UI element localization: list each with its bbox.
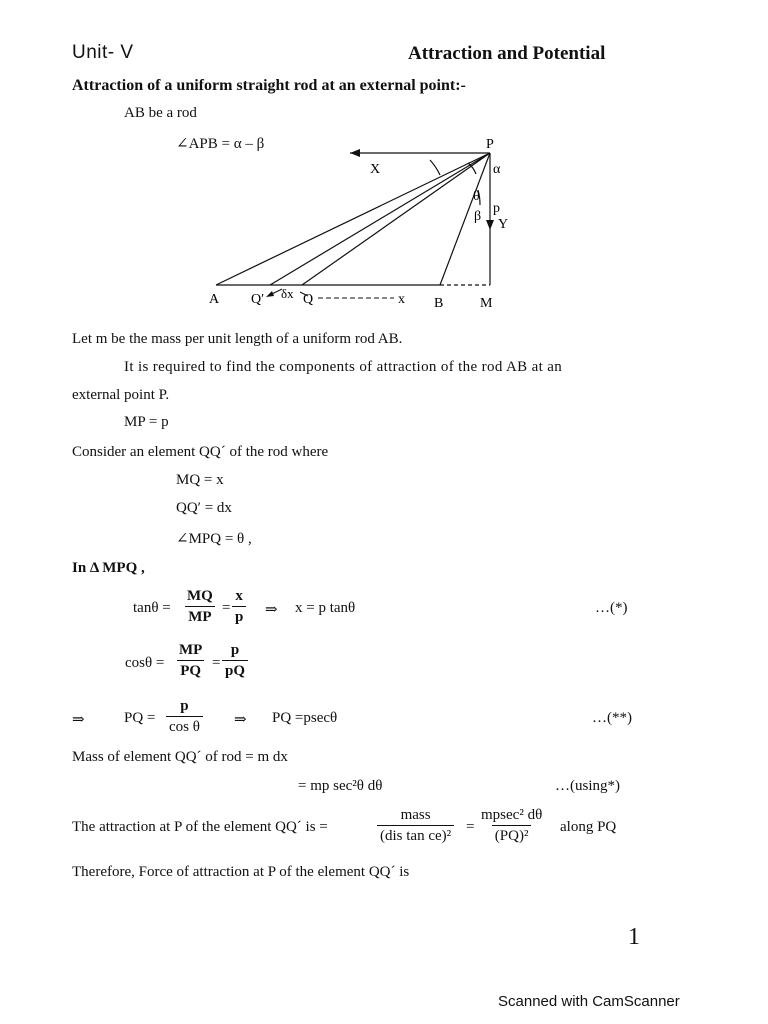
eq1-f1-den: MP — [185, 606, 214, 625]
eq2-fraction-2 — [222, 643, 248, 679]
mp-equation: MP = p — [124, 414, 169, 430]
pa-ray — [216, 153, 490, 285]
eq2-f2-den: pQ — [222, 660, 248, 679]
qq-equation: QQ′ = dx — [176, 500, 232, 516]
mass-tag: …(using*) — [555, 778, 620, 794]
eq3-f-num: p — [180, 698, 189, 714]
label-q-prime: Q′ — [251, 292, 265, 307]
eq1-equals: = — [222, 600, 231, 616]
eq3-f-den: cos θ — [166, 716, 203, 735]
y-arrowhead — [486, 220, 494, 230]
eq3-arrow-1: ⇒ — [72, 712, 85, 728]
therefore-text: Therefore, Force of attraction at P of the element QQ´ is — [72, 864, 410, 880]
eq2-f1-den: PQ — [177, 660, 204, 679]
label-m: M — [480, 296, 493, 311]
eq3-tag: …(**) — [592, 710, 632, 726]
eq1-tag: …(*) — [595, 600, 628, 616]
attraction-f2-num: mpsec² dθ — [481, 807, 543, 823]
theta-arc — [468, 163, 476, 174]
attraction-rhs: along PQ — [560, 819, 617, 835]
attraction-f1-den: (dis tan ce)² — [377, 825, 454, 844]
eq2-f1-num: MP — [179, 642, 203, 658]
angle-mpq: ∠MPQ = θ , — [176, 531, 252, 547]
label-q: Q — [303, 292, 314, 307]
angle-definition: ∠APB = α – β — [176, 136, 265, 152]
label-p-length: p — [493, 201, 500, 216]
attraction-fraction-2 — [478, 808, 545, 844]
label-a: A — [209, 292, 220, 307]
eq2-fraction-1 — [176, 643, 205, 679]
attraction-f1-num: mass — [400, 807, 431, 823]
consider-text: Consider an element QQ´ of the rod where — [72, 444, 329, 460]
alpha-arc — [430, 160, 440, 175]
attraction-fraction-1 — [377, 808, 454, 844]
text-line-1: Let m be the mass per unit length of a uniform rod AB. — [72, 331, 403, 347]
eq1-fraction-2 — [232, 589, 246, 625]
x-arrowhead — [350, 149, 360, 157]
eq1-fraction-1 — [184, 589, 216, 625]
eq3-lhs: PQ = — [124, 710, 156, 726]
attraction-f2-den: (PQ)² — [492, 825, 532, 844]
label-b: B — [434, 296, 444, 311]
text-line-2: It is required to find the components of attraction of the rod AB at an — [124, 359, 563, 375]
eq1-rhs: x = p tanθ — [295, 600, 356, 616]
triangle-heading: In Δ MPQ , — [72, 560, 145, 576]
eq3-rhs: PQ =psecθ — [272, 710, 338, 726]
eq3-arrow-2: ⇒ — [234, 712, 247, 728]
pq-ray — [302, 153, 490, 285]
eq1-arrow: ⇒ — [265, 602, 278, 618]
label-x-distance: x — [398, 292, 405, 307]
label-beta: β — [474, 209, 482, 224]
eq1-f1-num: MQ — [187, 588, 213, 604]
label-p-point: P — [486, 137, 494, 152]
eq2-lhs: cosθ = — [125, 655, 165, 671]
eq3-fraction — [166, 699, 203, 735]
page-number: 1 — [628, 924, 640, 950]
label-alpha: α — [493, 162, 501, 177]
label-dx: δx — [281, 286, 294, 301]
label-y-axis: Y — [498, 217, 509, 232]
rod-attraction-diagram — [0, 0, 768, 330]
mass-line-1: Mass of element QQ´ of rod = m dx — [72, 749, 288, 765]
unit-label: Unit- V — [72, 42, 134, 63]
eq2-equals: = — [212, 655, 221, 671]
eq1-lhs: tanθ = — [133, 600, 171, 616]
section-heading: Attraction of a uniform straight rod at an external point:- — [72, 77, 466, 94]
mq-equation: MQ = x — [176, 472, 224, 488]
eq1-f2-num: x — [235, 588, 243, 604]
pb-ray — [440, 153, 490, 285]
mass-line-2: = mp sec²θ dθ — [298, 778, 383, 794]
attraction-lhs: The attraction at P of the element QQ´ is = — [72, 819, 328, 835]
chapter-title: Attraction and Potential — [408, 43, 606, 64]
label-theta: θ — [473, 189, 480, 204]
text-line-3: external point P. — [72, 387, 170, 403]
attraction-equals: = — [466, 819, 475, 835]
eq2-f2-num: p — [230, 642, 240, 658]
label-x-axis: X — [370, 162, 381, 177]
eq1-f2-den: p — [232, 606, 246, 625]
camscanner-footer: Scanned with CamScanner — [498, 993, 680, 1010]
intro-text: AB be a rod — [124, 105, 197, 121]
